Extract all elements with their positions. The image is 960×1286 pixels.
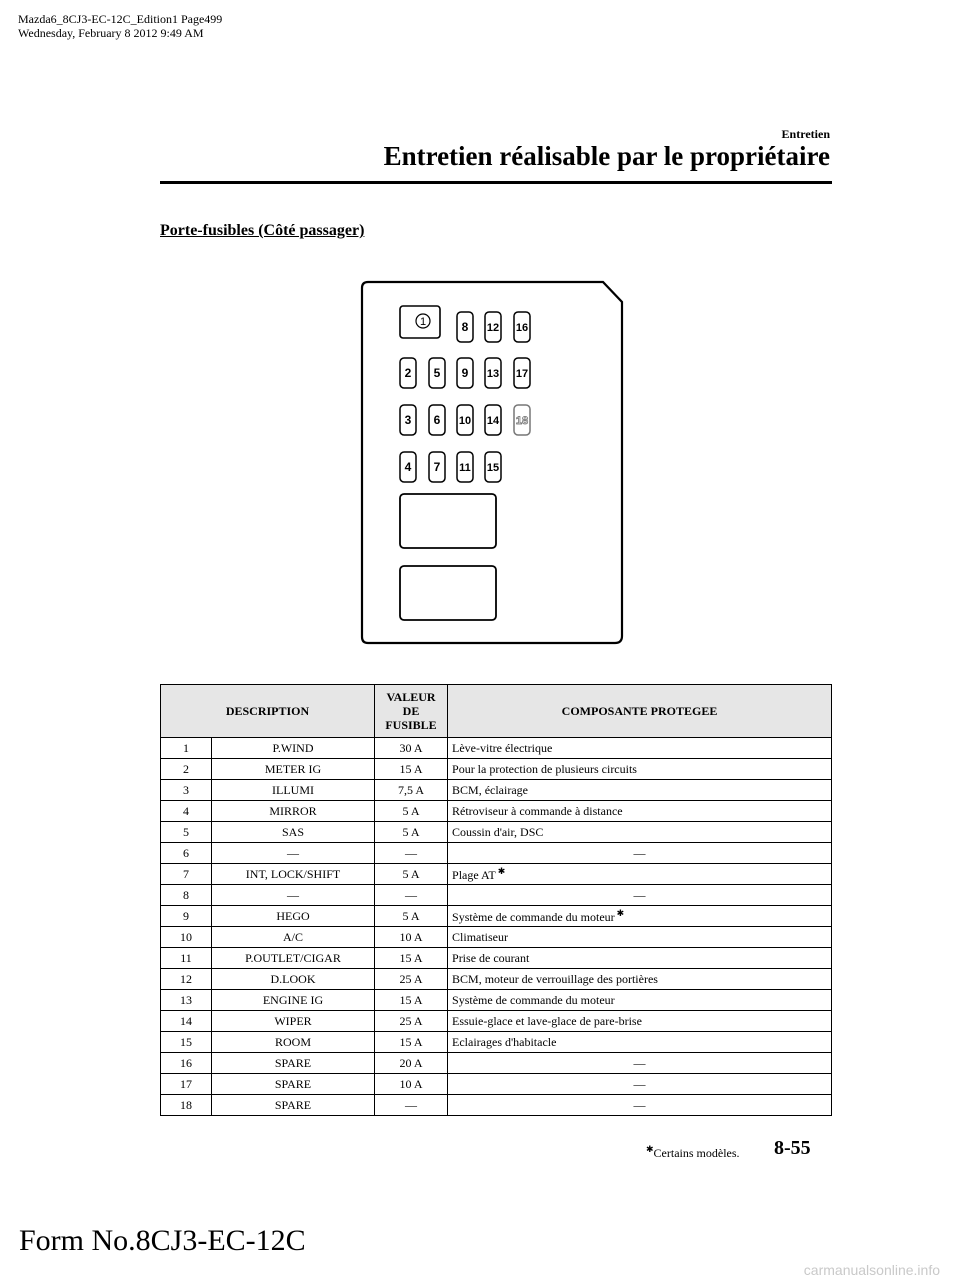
protected-component-cell-text: Rétroviseur à commande à distance <box>452 803 623 818</box>
table-row <box>161 738 832 759</box>
fuse-description-cell-text: P.OUTLET/CIGAR <box>245 950 341 965</box>
footnote-text: Certains modèles. <box>653 1146 740 1160</box>
fuse-number-cell <box>161 927 212 948</box>
fuse-value-cell <box>375 759 448 780</box>
fuse-description-cell-text: SPARE <box>274 1055 312 1070</box>
protected-component-cell <box>448 759 832 780</box>
fuse-value-cell-text: 15 A <box>399 950 423 965</box>
protected-component-cell <box>448 801 832 822</box>
fuse-number-cell <box>161 1074 212 1095</box>
fuse-value-cell <box>375 1053 448 1074</box>
fuse-description-cell-text: INT, LOCK/SHIFT <box>245 866 341 881</box>
fuse-description-cell-text: ENGINE IG <box>262 992 324 1007</box>
svg-text:16: 16 <box>515 322 529 334</box>
fuse-value-cell <box>375 780 448 801</box>
protected-component-cell <box>448 1074 832 1095</box>
fuse-value-cell <box>375 969 448 990</box>
fuse-number-cell-text: 18 <box>180 1097 192 1112</box>
protected-component-cell-text: ― <box>633 887 646 902</box>
fuse-description-cell <box>212 780 375 801</box>
protected-component-cell <box>448 843 832 864</box>
fuse-description-cell <box>212 990 375 1011</box>
fuse-number-cell-text: 8 <box>183 887 189 902</box>
svg-text:12: 12 <box>486 322 500 334</box>
table-row <box>161 822 832 843</box>
fuse-slot-18 <box>514 405 530 435</box>
fuse-value-cell-text: ― <box>405 1097 418 1112</box>
fuse-number-cell-text: 5 <box>183 824 189 839</box>
protected-component-cell-text: ― <box>633 1055 646 1070</box>
fuse-description-cell-text: SPARE <box>274 1076 312 1091</box>
fuse-description-cell-text: ― <box>287 887 299 902</box>
fuse-description-cell <box>212 1095 375 1116</box>
fuse-description-cell <box>212 1074 375 1095</box>
protected-component-cell <box>448 969 832 990</box>
fuse-description-cell <box>212 843 375 864</box>
header-fuse-value-line-3: FUSIBLE <box>385 718 437 732</box>
protected-component-cell-text: BCM, moteur de verrouillage des portières <box>452 971 658 986</box>
table-row <box>161 1032 832 1053</box>
table-row <box>161 1053 832 1074</box>
protected-component-cell <box>448 864 832 885</box>
fuse-description-cell-text: MIRROR <box>269 803 317 818</box>
header-protected-component: COMPOSANTE PROTEGEE <box>448 685 832 738</box>
fuse-description-cell-text: P.WIND <box>272 740 314 755</box>
protected-component-cell-text: Essuie-glace et lave-glace de pare-brise <box>452 1013 642 1028</box>
protected-component-cell-text: Lève-vitre électrique <box>452 740 553 755</box>
fuse-number-cell-text: 11 <box>180 950 192 965</box>
fuse-number-cell-text: 10 <box>180 929 192 944</box>
table-row <box>161 843 832 864</box>
fuse-value-cell <box>375 1011 448 1032</box>
fuse-value-cell <box>375 948 448 969</box>
fuse-value-cell <box>375 843 448 864</box>
fuse-value-cell <box>375 738 448 759</box>
header-rule <box>160 181 832 184</box>
table-row <box>161 864 832 885</box>
svg-text:8: 8 <box>461 320 469 334</box>
fuse-number-cell <box>161 969 212 990</box>
svg-text:5: 5 <box>433 366 441 380</box>
fuse-number-cell <box>161 864 212 885</box>
fuse-number-cell-text: 3 <box>183 782 189 797</box>
fuse-value-cell-text: 10 A <box>399 1076 423 1091</box>
fuse-description-cell-text: METER IG <box>264 761 322 776</box>
fuse-description-cell-text: WIPER <box>274 1013 312 1028</box>
fuse-number-cell-text: 9 <box>183 908 189 923</box>
fuse-number-cell-text: 7 <box>183 866 189 881</box>
protected-component-cell-text: Coussin d'air, DSC <box>452 824 544 839</box>
protected-component-cell-text: Prise de courant <box>452 950 530 965</box>
certain-models-star: ✱ <box>616 907 625 918</box>
svg-text:2: 2 <box>404 366 412 380</box>
table-row <box>161 927 832 948</box>
table-row <box>161 990 832 1011</box>
fuse-slot-13 <box>485 358 501 388</box>
fuse-description-cell <box>212 1032 375 1053</box>
fuse-number-cell-text: 15 <box>180 1034 192 1049</box>
table-row <box>161 906 832 927</box>
protected-component-cell-text: Plage AT <box>452 867 496 882</box>
fuse-value-cell <box>375 990 448 1011</box>
fuse-value-cell-text: 15 A <box>399 761 423 776</box>
protected-component-cell <box>448 906 832 927</box>
fuse-number-cell <box>161 906 212 927</box>
watermark: carmanualsonline.info <box>803 1262 940 1278</box>
fuse-number-cell-text: 6 <box>183 845 189 860</box>
page-title: Entretien réalisable par le propriétaire <box>383 141 830 171</box>
fuse-description-cell <box>212 801 375 822</box>
footnote-star: ✱ <box>646 1144 654 1154</box>
header-fuse-value <box>375 685 448 738</box>
fuse-description-cell <box>212 1053 375 1074</box>
protected-component-cell-text: ― <box>633 1076 646 1091</box>
fuse-value-cell-text: 30 A <box>399 740 423 755</box>
fuse-description-cell-text: ROOM <box>275 1034 312 1049</box>
table-row <box>161 1011 832 1032</box>
fuse-value-cell-text: 5 A <box>402 824 420 839</box>
svg-text:11: 11 <box>459 462 471 474</box>
svg-text:17: 17 <box>515 368 529 380</box>
protected-component-cell <box>448 927 832 948</box>
protected-component-cell-text: ― <box>633 845 646 860</box>
fuse-description-cell <box>212 906 375 927</box>
header-fuse-value-line-2: DE <box>402 704 420 718</box>
fuse-description-cell <box>212 927 375 948</box>
fuse-slot-15 <box>485 452 501 482</box>
fuse-value-cell <box>375 906 448 927</box>
page-number: 8-55 <box>774 1137 811 1159</box>
fuse-value-cell <box>375 864 448 885</box>
fuse-value-cell-text: ― <box>405 845 418 860</box>
fuse-value-cell <box>375 801 448 822</box>
svg-text:7: 7 <box>433 460 441 474</box>
fuse-value-cell <box>375 1095 448 1116</box>
fuse-number-cell <box>161 801 212 822</box>
fuse-description-cell <box>212 948 375 969</box>
protected-component-cell-text: Pour la protection de plusieurs circuits <box>452 761 637 776</box>
fuse-description-cell <box>212 969 375 990</box>
fuse-box-diagram <box>360 280 626 646</box>
fuse-value-cell-text: 25 A <box>399 971 423 986</box>
subheading: Porte-fusibles (Côté passager) <box>160 222 365 239</box>
svg-text:18: 18 <box>515 415 529 427</box>
protected-component-cell <box>448 990 832 1011</box>
fuse-slot-6 <box>429 405 445 435</box>
fuse-value-cell-text: ― <box>405 887 418 902</box>
svg-text:3: 3 <box>404 413 412 427</box>
fuse-number-cell-text: 14 <box>180 1013 192 1028</box>
fuse-value-cell-text: 5 A <box>402 908 420 923</box>
protected-component-cell-text: ― <box>633 1097 646 1112</box>
certain-models-star: ✱ <box>497 865 506 876</box>
fuse-value-cell-text: 5 A <box>402 803 420 818</box>
protected-component-cell <box>448 780 832 801</box>
fuse-value-cell <box>375 822 448 843</box>
table-row <box>161 1074 832 1095</box>
table-row <box>161 948 832 969</box>
fuse-number-cell <box>161 1011 212 1032</box>
fuse-value-cell <box>375 927 448 948</box>
fuse-number-cell <box>161 759 212 780</box>
protected-component-cell <box>448 822 832 843</box>
fuse-slot-5 <box>429 358 445 388</box>
fuse-number-cell <box>161 780 212 801</box>
svg-text:10: 10 <box>458 415 472 427</box>
form-number: Form No.8CJ3-EC-12C <box>19 1224 306 1257</box>
fuse-slot-12 <box>485 312 501 342</box>
fuse-box-svg <box>360 280 626 646</box>
svg-text:4: 4 <box>404 460 412 474</box>
fuse-description-cell-text: ILLUMI <box>272 782 314 797</box>
table-row <box>161 885 832 906</box>
fuse-description-cell-text: SAS <box>282 824 305 839</box>
fuse-number-cell-text: 12 <box>180 971 192 986</box>
fuse-value-cell <box>375 1074 448 1095</box>
table-row <box>161 801 832 822</box>
protected-component-cell-text: Eclairages d'habitacle <box>452 1034 557 1049</box>
protected-component-cell <box>448 1095 832 1116</box>
fuse-slot-17 <box>514 358 530 388</box>
fuse-value-cell-text: 5 A <box>402 866 420 881</box>
protected-component-cell-text: Système de commande du moteur <box>452 909 615 924</box>
fuse-description-cell-text: HEGO <box>276 908 310 923</box>
fuse-value-cell <box>375 885 448 906</box>
fuse-description-cell-text: ― <box>287 845 299 860</box>
print-info-line-1: Mazda6_8CJ3-EC-12C_Edition1 Page499 <box>18 12 223 26</box>
table-header-row <box>161 685 832 738</box>
protected-component-cell <box>448 948 832 969</box>
fuse-number-cell <box>161 822 212 843</box>
relay-block-upper <box>400 494 496 548</box>
svg-text:15: 15 <box>486 462 500 474</box>
relay-block-lower <box>400 566 496 620</box>
fuse-table <box>160 684 832 1116</box>
svg-text:1: 1 <box>419 316 427 328</box>
fuse-number-cell-text: 17 <box>180 1076 192 1091</box>
fuse-slot-9 <box>457 358 473 388</box>
fuse-description-cell <box>212 822 375 843</box>
fuse-number-cell <box>161 1095 212 1116</box>
fuse-slot-1 <box>400 306 440 338</box>
fuse-number-cell-text: 13 <box>180 992 192 1007</box>
fuse-number-cell <box>161 1032 212 1053</box>
table-row <box>161 1095 832 1116</box>
fuse-value-cell-text: 25 A <box>399 1013 423 1028</box>
fuse-description-cell <box>212 738 375 759</box>
print-info <box>18 12 222 40</box>
table-row <box>161 759 832 780</box>
svg-text:6: 6 <box>433 413 441 427</box>
fuse-slot-16 <box>514 312 530 342</box>
protected-component-cell <box>448 738 832 759</box>
fuse-slot-4 <box>400 452 416 482</box>
protected-component-cell-text: Système de commande du moteur <box>452 992 615 1007</box>
print-info-line-2: Wednesday, February 8 2012 9:49 AM <box>18 26 204 40</box>
fuse-value-cell-text: 15 A <box>399 1034 423 1049</box>
fuse-number-cell <box>161 990 212 1011</box>
protected-component-cell <box>448 1032 832 1053</box>
section-label: Entretien <box>781 127 830 141</box>
fuse-number-cell <box>161 948 212 969</box>
fuse-slot-3 <box>400 405 416 435</box>
fuse-number-cell-text: 4 <box>183 803 189 818</box>
fuse-value-cell-text: 15 A <box>399 992 423 1007</box>
fuse-number-cell <box>161 1053 212 1074</box>
fuse-description-cell-text: A/C <box>283 929 304 944</box>
fuse-value-cell <box>375 1032 448 1053</box>
table-row <box>161 969 832 990</box>
fuse-value-cell-text: 10 A <box>399 929 423 944</box>
fuse-description-cell <box>212 885 375 906</box>
svg-text:9: 9 <box>461 366 469 380</box>
fuse-value-cell-text: 7,5 A <box>398 782 425 797</box>
fuse-number-cell <box>161 885 212 906</box>
fuse-slot-7 <box>429 452 445 482</box>
protected-component-cell <box>448 1053 832 1074</box>
svg-text:14: 14 <box>486 415 500 427</box>
fuse-number-cell-text: 1 <box>183 740 189 755</box>
protected-component-cell-text: BCM, éclairage <box>452 782 528 797</box>
footnote <box>644 1144 740 1161</box>
fuse-value-cell-text: 20 A <box>399 1055 423 1070</box>
fuse-number-cell-text: 16 <box>180 1055 192 1070</box>
fuse-description-cell <box>212 1011 375 1032</box>
table-row <box>161 780 832 801</box>
protected-component-cell-text: Climatiseur <box>452 929 509 944</box>
fuse-slot-2 <box>400 358 416 388</box>
fuse-description-cell-text: SPARE <box>274 1097 312 1112</box>
fuse-slot-11 <box>457 452 473 482</box>
fuse-number-cell <box>161 738 212 759</box>
protected-component-cell <box>448 885 832 906</box>
fuse-description-cell-text: D.LOOK <box>270 971 316 986</box>
fuse-description-cell <box>212 864 375 885</box>
svg-text:13: 13 <box>486 368 500 380</box>
protected-component-cell <box>448 1011 832 1032</box>
header-fuse-value-line-1: VALEUR <box>386 690 436 704</box>
fuse-number-cell <box>161 843 212 864</box>
fuse-description-cell <box>212 759 375 780</box>
header-description: DESCRIPTION <box>161 685 375 738</box>
fuse-number-cell-text: 2 <box>183 761 189 776</box>
fuse-slot-10 <box>457 405 473 435</box>
fuse-slot-8 <box>457 312 473 342</box>
fuse-slot-14 <box>485 405 501 435</box>
